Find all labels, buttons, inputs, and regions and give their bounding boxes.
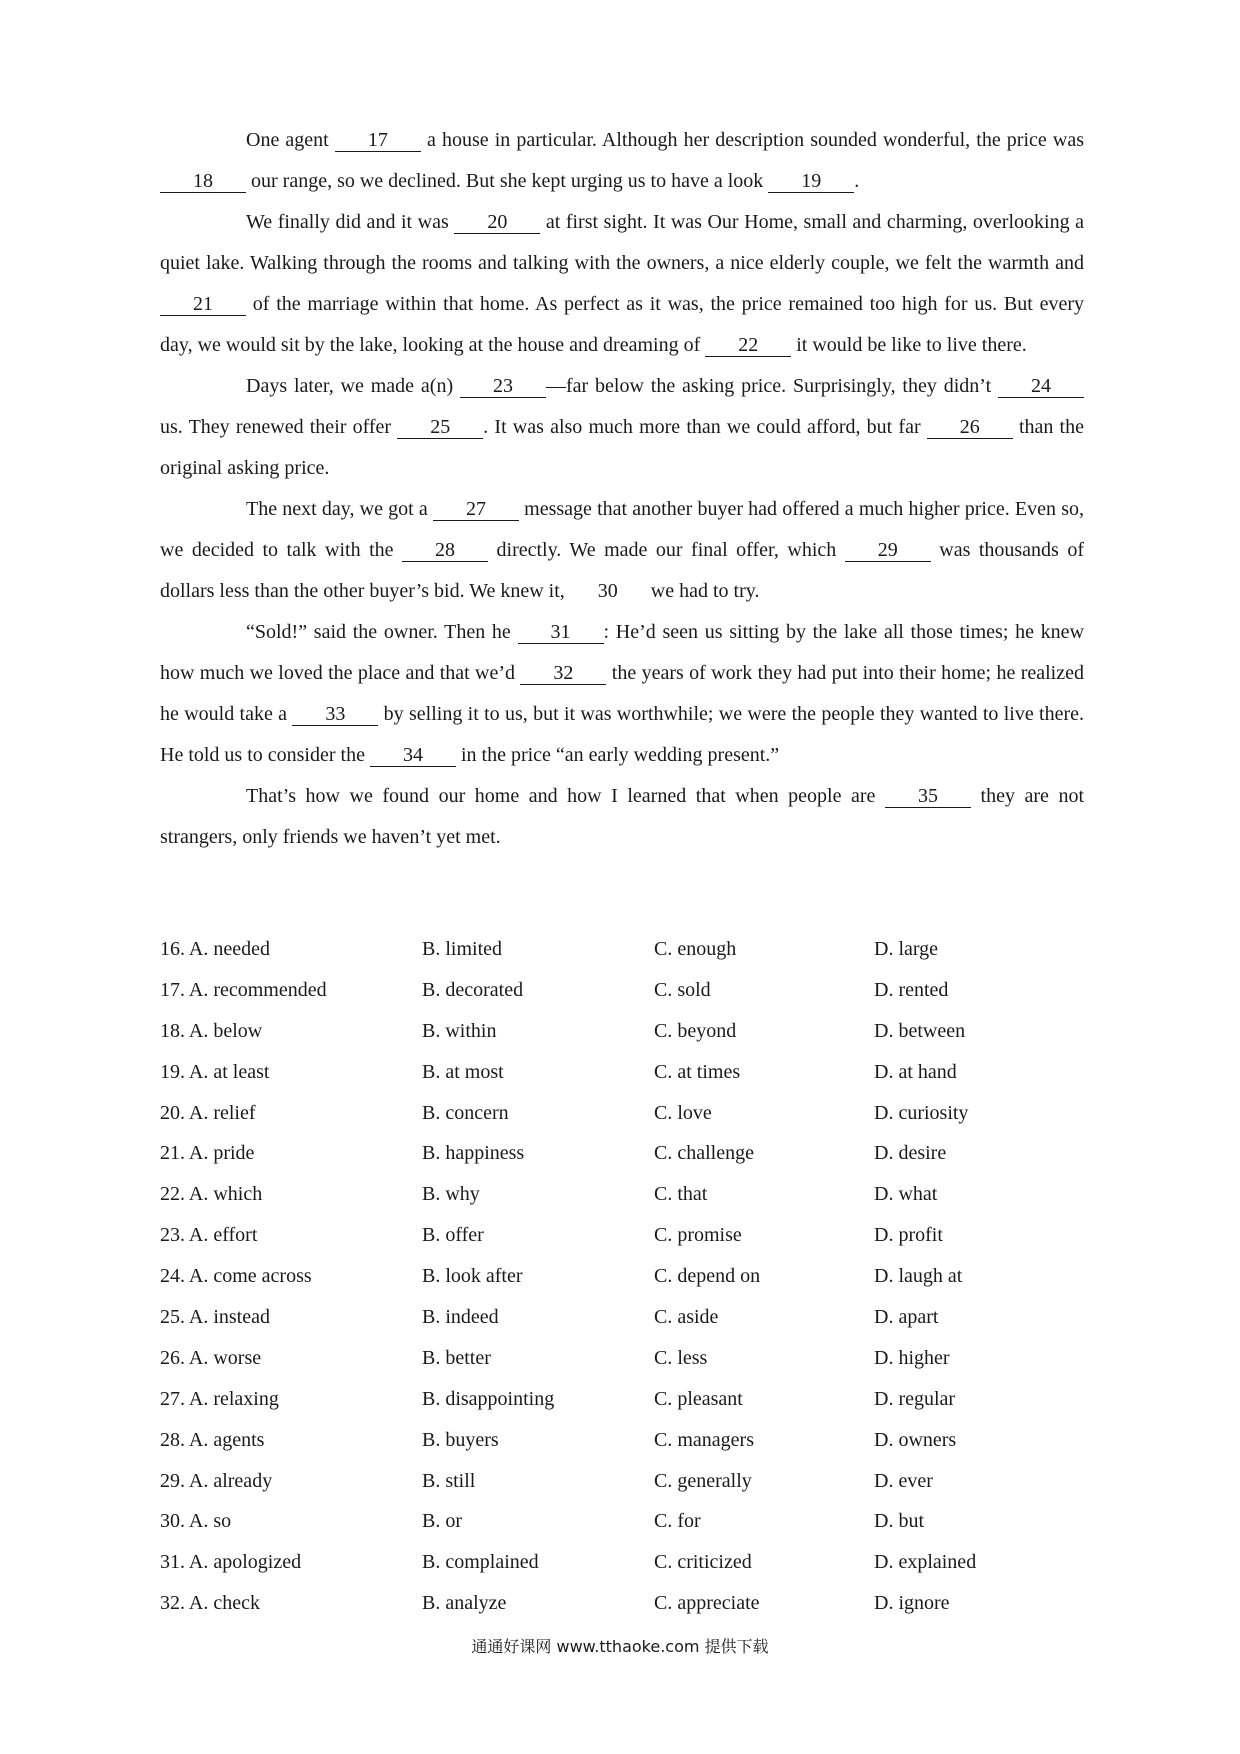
option-choice: C. enough (654, 938, 737, 960)
passage-paragraph (160, 120, 1084, 202)
option-choice: C. that (654, 1183, 708, 1206)
option-choice: C. depend on (654, 1265, 761, 1288)
blank-number: 28 (402, 539, 488, 562)
option-choice: D. ignore (874, 1592, 950, 1615)
blank-number: 33 (292, 703, 378, 726)
option-choice: B. offer (422, 1224, 484, 1247)
option-choice: C. at times (654, 1060, 741, 1083)
passage-paragraph (160, 202, 1084, 366)
option-choice: D. desire (874, 1142, 947, 1165)
option-choice: D. apart (874, 1306, 939, 1329)
option-choice: D. explained (874, 1551, 977, 1574)
option-row (160, 1588, 1084, 1629)
option-choice: B. or (422, 1510, 462, 1533)
blank-number: 21 (160, 293, 246, 316)
passage-text: by selling it to us, but it was worthwhile; we were the people they wanted to live there. He told us to consider the (160, 703, 1084, 766)
option-choice: B. concern (422, 1101, 509, 1124)
option-choice: C. generally (654, 1469, 752, 1492)
option-row (160, 1547, 1084, 1588)
passage-paragraph (160, 489, 1084, 612)
passage-text: they are not strangers, only friends we haven’t yet met. (160, 785, 1085, 848)
passage-text: it would be like to live there. (791, 334, 1027, 356)
option-row (160, 1220, 1084, 1261)
option-choice: C. sold (654, 978, 711, 1001)
passage-paragraph (160, 776, 1084, 858)
passage-text: The next day, we got a (246, 498, 433, 520)
option-choice: 20. A. relief (160, 1101, 256, 1124)
passage-text: We finally did and it was (246, 211, 455, 233)
option-choice: B. at most (422, 1060, 504, 1083)
option-choice: B. indeed (422, 1306, 499, 1329)
passage-text: One agent (246, 129, 335, 151)
option-choice: 26. A. worse (160, 1346, 262, 1369)
option-row (160, 1016, 1084, 1057)
option-choice: B. analyze (422, 1592, 507, 1615)
option-choice: C. love (654, 1101, 712, 1124)
option-choice: D. laugh at (874, 1265, 963, 1288)
option-choice: B. look after (422, 1265, 523, 1288)
blank-number: 26 (927, 416, 1013, 439)
option-choice: 23. A. effort (160, 1224, 258, 1247)
option-choice: D. rented (874, 978, 949, 1001)
option-choice: C. appreciate (654, 1592, 760, 1615)
option-choice: D. owners (874, 1428, 957, 1451)
option-row (160, 1384, 1084, 1425)
blank-number: 24 (998, 375, 1084, 398)
passage-text: of the marriage within that home. As perfect as it was, the price remained too high for us. But every day, we would sit by the lake, looking at the house and dreaming of (160, 293, 1084, 356)
option-row (160, 975, 1084, 1016)
option-choice: 27. A. relaxing (160, 1387, 279, 1410)
passage-text: —far below the asking price. Surprisingly, they didn’t (545, 375, 998, 397)
passage-text: in the price “an early wedding present.” (455, 744, 780, 766)
option-choice: 17. A. recommended (160, 978, 327, 1001)
passage-text: That’s how we found our home and how I learned that when people are (246, 785, 885, 807)
option-choice: B. decorated (422, 978, 524, 1001)
option-choice: 30. A. so (160, 1510, 232, 1533)
option-choice: B. limited (422, 938, 502, 960)
option-choice: B. still (422, 1469, 476, 1492)
option-choice: 21. A. pride (160, 1142, 255, 1165)
option-row (160, 1343, 1084, 1384)
option-choice: 25. A. instead (160, 1306, 270, 1329)
option-choice: D. between (874, 1019, 966, 1042)
option-choice: 18. A. below (160, 1019, 263, 1042)
option-choice: D. higher (874, 1346, 950, 1369)
option-choice: 31. A. apologized (160, 1551, 302, 1574)
option-choice: 19. A. at least (160, 1060, 270, 1083)
option-row (160, 1057, 1084, 1098)
option-choice: 29. A. already (160, 1469, 273, 1492)
passage-text: directly. We made our final offer, which (488, 539, 845, 561)
option-choice: B. within (422, 1019, 497, 1042)
passage-text: our range, so we declined. But she kept urging us to have a look (246, 170, 769, 192)
blank-number: 23 (460, 375, 546, 398)
option-choice: C. challenge (654, 1142, 754, 1165)
option-choice: D. curiosity (874, 1101, 969, 1124)
passage-text: . (854, 170, 860, 192)
blank-number: 17 (335, 129, 421, 152)
passage-text: us. They renewed their offer (160, 416, 398, 438)
blank-number: 29 (845, 539, 931, 562)
option-choice: D. regular (874, 1387, 956, 1410)
option-choice: C. managers (654, 1428, 754, 1451)
blank-number: 35 (885, 785, 971, 808)
passage-text: “Sold!” said the owner. Then he (246, 621, 518, 643)
option-choice: B. better (422, 1346, 491, 1369)
passage-paragraph (160, 612, 1084, 776)
blank-number: 19 (768, 170, 854, 193)
option-choice: 16. A. needed (160, 938, 270, 960)
option-choice: D. at hand (874, 1060, 957, 1083)
option-choice: B. complained (422, 1551, 539, 1574)
option-choice: 24. A. come across (160, 1265, 312, 1288)
passage-text: the years of work they had put into their home; he realized he would take a (160, 662, 1084, 725)
option-row (160, 934, 1084, 975)
option-row (160, 1466, 1084, 1507)
option-choice: D. profit (874, 1224, 943, 1247)
passage-text: was thousands of dollars less than the other buyer’s bid. We knew it, (160, 539, 1084, 602)
passage-text: Days later, we made a(n) (246, 375, 460, 397)
option-row (160, 1138, 1084, 1179)
option-choice: D. what (874, 1183, 938, 1206)
passage-text: we had to try. (645, 580, 760, 602)
option-choice: C. aside (654, 1306, 719, 1329)
option-choice: C. beyond (654, 1019, 737, 1042)
option-choice: 32. A. check (160, 1592, 260, 1615)
passage-text: a house in particular. Although her description sounded wonderful, the price was (420, 129, 1084, 151)
option-row (160, 1302, 1084, 1343)
option-choice: C. less (654, 1346, 708, 1369)
blank-number: 25 (397, 416, 483, 439)
option-choice: B. disappointing (422, 1387, 555, 1410)
option-choice: C. pleasant (654, 1387, 743, 1410)
option-row (160, 1506, 1084, 1547)
option-choice: C. criticized (654, 1551, 752, 1574)
option-choice: C. promise (654, 1224, 742, 1247)
option-choice: D. but (874, 1510, 924, 1533)
option-row (160, 1179, 1084, 1220)
option-choice: D. ever (874, 1469, 933, 1492)
option-row (160, 1098, 1084, 1139)
blank-number: 20 (454, 211, 540, 234)
option-row (160, 1261, 1084, 1302)
passage-paragraph (160, 366, 1084, 489)
passage-text: than the original asking price. (160, 416, 1084, 479)
option-choice: 22. A. which (160, 1183, 263, 1206)
blank-number: 34 (370, 744, 456, 767)
cloze-passage (160, 120, 1084, 858)
passage-text: . It was also much more than we could afford, but far (483, 416, 927, 438)
option-choice: B. buyers (422, 1428, 499, 1451)
option-choice: C. for (654, 1510, 701, 1533)
passage-text: at first sight. It was Our Home, small and charming, overlooking a quiet lake. Walking through the rooms and talking with the owners, a nice elderly couple, we felt the warmth and (160, 211, 1085, 274)
blank-number: 31 (518, 621, 604, 644)
blank-number: 30 (597, 580, 618, 602)
option-choice: D. large (874, 938, 939, 960)
blank-number: 32 (520, 662, 606, 685)
option-choice: B. happiness (422, 1142, 525, 1165)
option-choice: 28. A. agents (160, 1428, 265, 1451)
blank-number: 22 (705, 334, 791, 357)
option-choice: B. why (422, 1183, 480, 1206)
option-row (160, 1425, 1084, 1466)
answer-options (160, 934, 1084, 1629)
blank-number: 27 (433, 498, 519, 521)
page-footer: 通通好课网 www.tthaoke.com 提供下载 (471, 1637, 769, 1656)
passage-text: message that another buyer had offered a much higher price. Even so, we decided to talk with the (160, 498, 1084, 561)
passage-text: : He’d seen us sitting by the lake all those times; he knew how much we loved the place and that we’d (160, 621, 1085, 684)
blank-number: 18 (160, 170, 246, 193)
